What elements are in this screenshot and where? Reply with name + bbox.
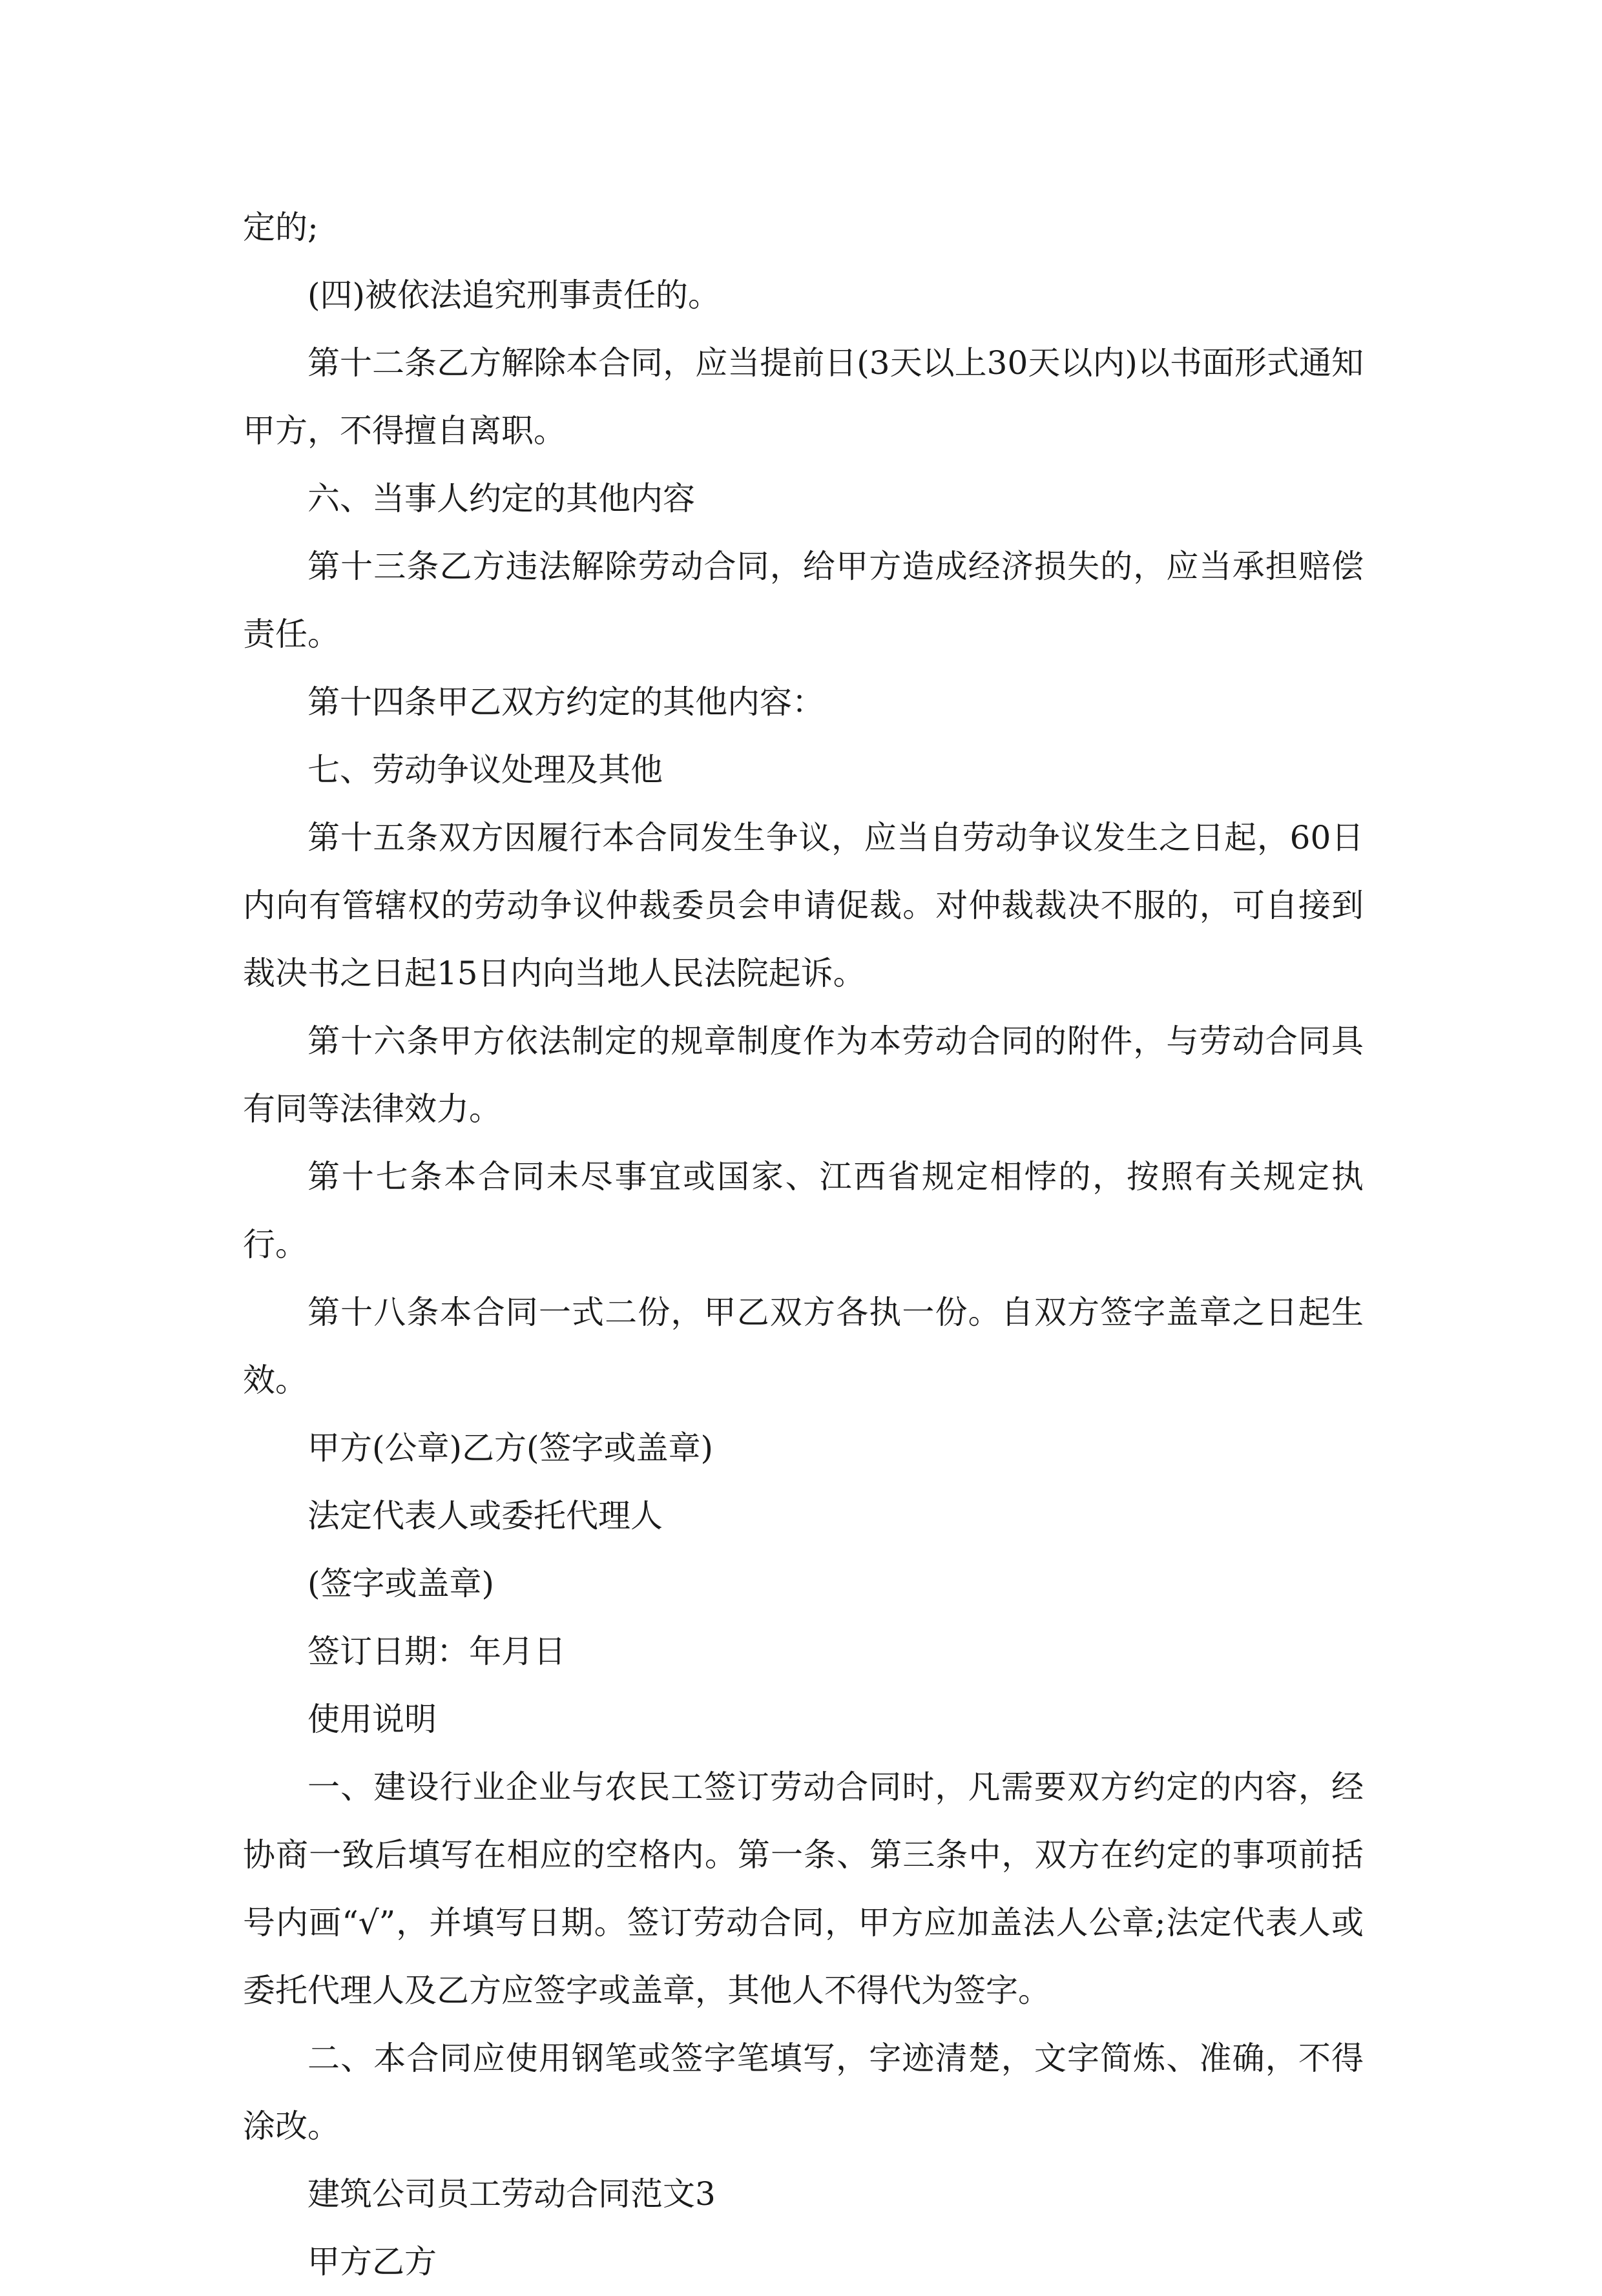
article-17: 第十七条本合同未尽事宜或国家、江西省规定相悖的，按照有关规定执行。 <box>243 1158 1364 1263</box>
signature-parties: 甲方(公章)乙方(签字或盖章) <box>307 1429 714 1467</box>
template-3-title: 建筑公司员工劳动合同范文3 <box>307 2175 716 2213</box>
usage-note-1: 一、建设行业企业与农民工签订劳动合同时，凡需要双方约定的内容，经协商一致后填写在相应的空格内。第一条、第三条中，双方在约定的事项前括号内画“√”，并填写日期。签订劳动合同，甲方应加盖法人公章;法定代表人或委托代理人及乙方应签字或盖章，其他人不得代为签字。 <box>243 1768 1364 2009</box>
document-body <box>243 194 1364 2296</box>
article-14: 第十四条甲乙双方约定的其他内容： <box>307 683 824 721</box>
article-18: 第十八条本合同一式二份，甲乙双方各执一份。自双方签字盖章之日起生效。 <box>243 1294 1364 1399</box>
usage-note-2: 二、本合同应使用钢笔或签字笔填写，字迹清楚，文字简炼、准确，不得涂改。 <box>243 2040 1364 2145</box>
legal-representative: 法定代表人或委托代理人 <box>307 1497 663 1535</box>
parties-line: 甲方乙方 <box>307 2243 437 2280</box>
article-12: 第十二条乙方解除本合同，应当提前日(3天以上30天以内)以书面形式通知甲方，不得擅自离职。 <box>243 344 1364 450</box>
article-16: 第十六条甲方依法制定的规章制度作为本劳动合同的附件，与劳动合同具有同等法律效力。 <box>243 1022 1364 1128</box>
sign-or-seal: (签字或盖章) <box>307 1565 495 1602</box>
paragraph-2: (四)被依法追究刑事责任的。 <box>307 276 721 314</box>
section-7-heading: 七、劳动争议处理及其他 <box>307 751 663 789</box>
signing-date: 签订日期：年月日 <box>307 1633 566 1670</box>
article-15: 第十五条双方因履行本合同发生争议，应当自劳动争议发生之日起，60日内向有管辖权的劳动争议仲裁委员会申请促裁。对仲裁裁决不服的，可自接到裁决书之日起15日内向当地人民法院起诉。 <box>243 819 1364 992</box>
paragraph-1: 定的; <box>243 209 318 246</box>
article-13: 第十三条乙方违法解除劳动合同，给甲方造成经济损失的，应当承担赔偿责任。 <box>243 548 1364 653</box>
section-6-heading: 六、当事人约定的其他内容 <box>307 480 695 517</box>
usage-notes-heading: 使用说明 <box>307 1701 437 1738</box>
